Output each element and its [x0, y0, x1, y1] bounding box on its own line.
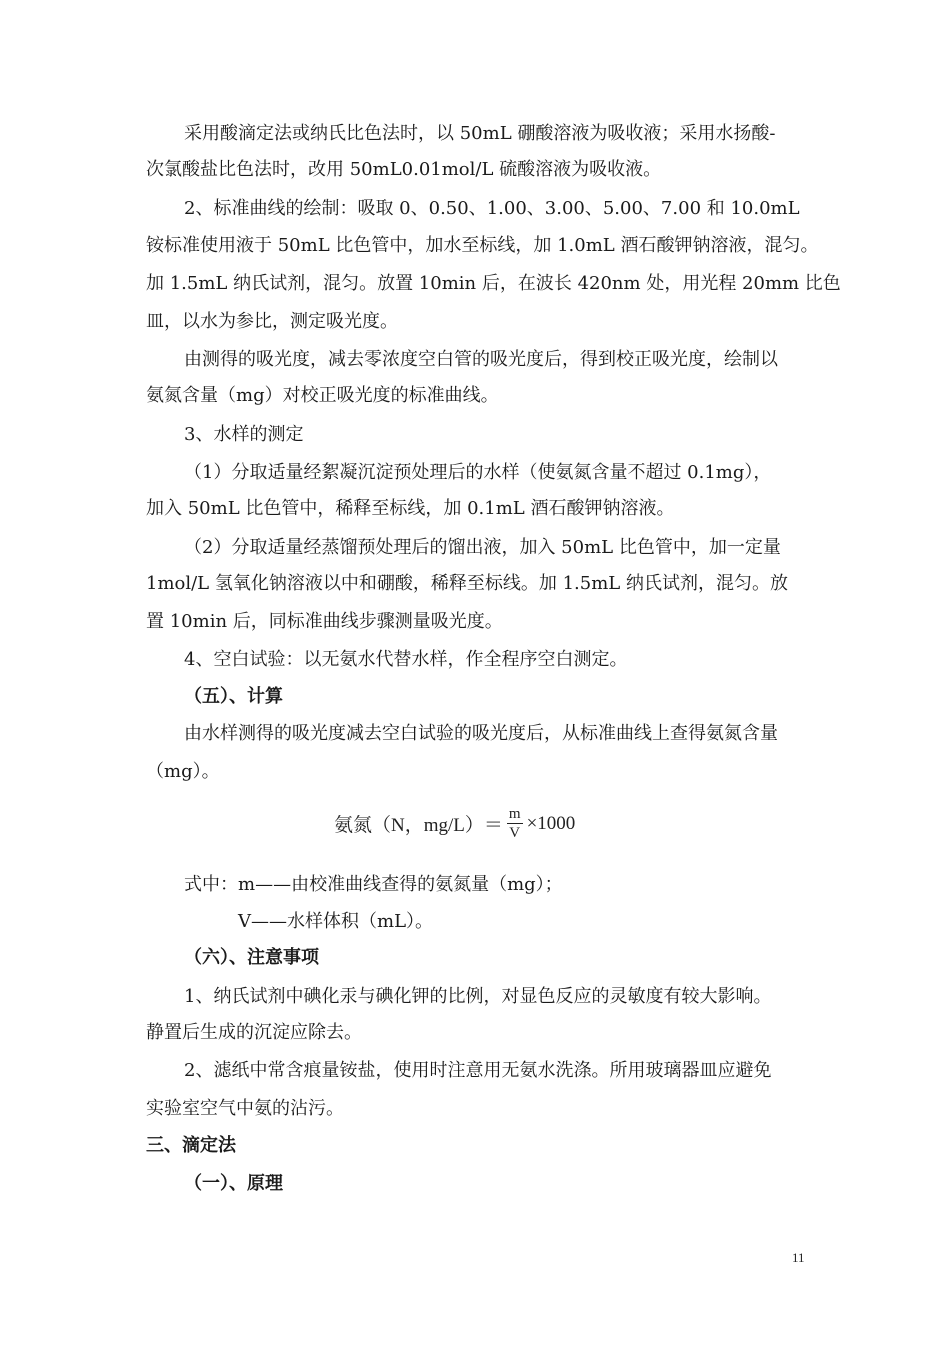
text-line-6: 皿，以水为参比，测定吸光度。 [146, 311, 398, 332]
formula-denominator: V [509, 825, 521, 841]
text-line-15: 4、空白试验：以无氨水代替水样，作全程序空白测定。 [184, 649, 628, 670]
page-number: 11 [792, 1250, 805, 1265]
ammonia-formula [334, 806, 575, 841]
text-line-10: （1）分取适量经絮凝沉淀预处理后的水样（使氨氮含量不超过 0.1mg）， [184, 462, 772, 483]
formula-lhs: 氨氮（N，mg/L）＝ [334, 815, 503, 836]
section-heading-titration: 三、滴定法 [146, 1135, 236, 1156]
text-line-14: 置 10min 后，同标准曲线步骤测量吸光度。 [146, 611, 503, 632]
section-heading-notes: （六）、注意事项 [184, 947, 319, 968]
text-line-23: 静置后生成的沉淀应除去。 [146, 1022, 362, 1043]
text-line-where-v: V——水样体积（mL）。 [238, 911, 434, 932]
text-line-3: 2、标准曲线的绘制：吸取 0、0.50、1.00、3.00、5.00、7.00 和 10.0mL [184, 198, 800, 219]
text-line-4: 铵标准使用液于 50mL 比色管中，加水至标线，加 1.0mL 酒石酸钾钠溶液，混匀。 [146, 235, 819, 256]
text-line-12: （2）分取适量经蒸馏预处理后的馏出液，加入 50mL 比色管中，加一定量 [184, 537, 781, 558]
text-line-25: 实验室空气中氨的沾污。 [146, 1098, 344, 1119]
text-line-13: 1mol/L 氢氧化钠溶液以中和硼酸，稀释至标线。加 1.5mL 纳氏试剂，混匀。放 [146, 573, 788, 594]
text-line-18: （mg）。 [146, 761, 220, 782]
text-line-17: 由水样测得的吸光度减去空白试验的吸光度后，从标准曲线上查得氨氮含量 [184, 723, 778, 744]
formula-numerator: m [508, 806, 521, 822]
text-line-22: 1、纳氏试剂中碘化汞与碘化钾的比例，对显色反应的灵敏度有较大影响。 [184, 986, 772, 1007]
text-line-8: 氨氮含量（mg）对校正吸光度的标准曲线。 [146, 385, 499, 406]
text-line-24: 2、滤纸中常含痕量铵盐，使用时注意用无氨水洗涤。所用玻璃器皿应避免 [184, 1060, 772, 1081]
section-heading-calculation: （五）、计算 [184, 686, 283, 707]
text-line-11: 加入 50mL 比色管中，稀释至标线，加 0.1mL 酒石酸钾钠溶液。 [146, 498, 675, 519]
text-line-where-m: 式中：m——由校准曲线查得的氨氮量（mg）； [184, 874, 563, 895]
text-line-5: 加 1.5mL 纳氏试剂，混匀。放置 10min 后，在波长 420nm 处，用光程 20mm 比色 [146, 273, 841, 294]
formula-fraction [507, 806, 523, 841]
text-line-1: 采用酸滴定法或纳氏比色法时，以 50mL 硼酸溶液为吸收液；采用水扬酸- [184, 123, 776, 144]
formula-rhs: ×1000 [526, 812, 576, 834]
text-line-2: 次氯酸盐比色法时，改用 50mL0.01mol/L 硫酸溶液为吸收液。 [146, 159, 662, 180]
text-line-7: 由测得的吸光度，减去零浓度空白管的吸光度后，得到校正吸光度，绘制以 [184, 349, 778, 370]
section-heading-principle: （一）、原理 [184, 1173, 283, 1194]
section-heading-3: 3、水样的测定 [184, 424, 304, 445]
